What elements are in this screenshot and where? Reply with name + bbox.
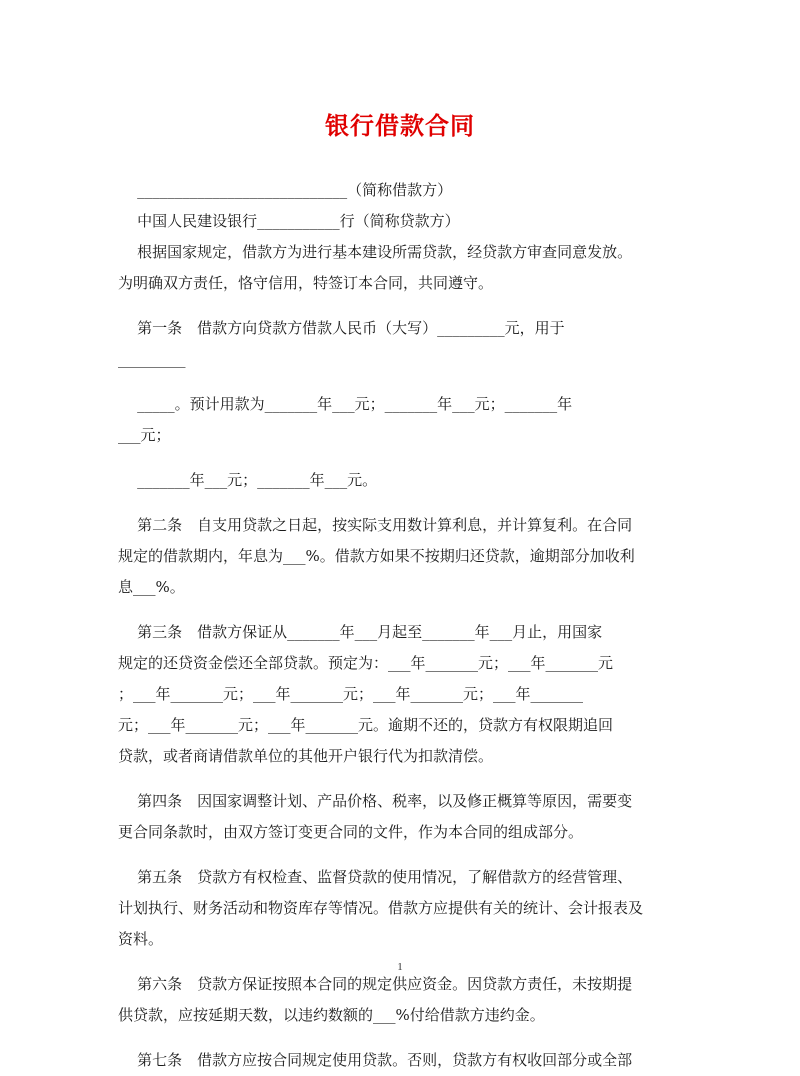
article-5-line-2: 计划执行、财务活动和物资库存等情况。借款方应提供有关的统计、会计报表及: [118, 899, 644, 917]
paragraph-gap: [118, 1031, 680, 1045]
article-4-line-1: 第四条 因国家调整计划、产品价格、税率，以及修正概算等原因，需要变: [118, 792, 633, 810]
preamble-line-2: 为明确双方责任，恪守信用，特签订本合同，共同遵守。: [118, 274, 494, 292]
article-3-line-5: 贷款，或者商请借款单位的其他开户银行代为扣款清偿。: [118, 747, 494, 765]
paragraph-gap: [118, 375, 680, 389]
article-5-line-1: 第五条 贷款方有权检查、监督贷款的使用情况，了解借款方的经营管理、: [118, 868, 633, 886]
contract-body: [118, 175, 680, 1076]
article-2-line-1: 第二条 自支用贷款之日起，按实际支用数计算利息，并计算复利。在合同: [118, 516, 633, 534]
article-2-line-2: 规定的借款期内，年息为___%。借款方如果不按期归还贷款，逾期部分加收利: [118, 547, 635, 565]
paragraph-gap: [118, 772, 680, 786]
article-6-line-1: 第六条 贷款方保证按照本合同的规定供应资金。因贷款方责任，未按期提: [118, 975, 633, 993]
document-title: 银行借款合同: [325, 112, 475, 140]
article-6-line-2: 供贷款，应按延期天数，以违约数额的___%付给借款方违约金。: [118, 1006, 545, 1024]
paragraph-gap: [118, 451, 680, 465]
paragraph-gap: [118, 299, 680, 313]
lender-bank-line: 中国人民建设银行___________行（简称贷款方）: [118, 212, 460, 230]
article-1-line-4: ___元；: [118, 426, 171, 444]
page-number: 1: [397, 961, 403, 973]
article-1-line-2: _________: [118, 350, 186, 368]
article-3-line-2: 规定的还贷资金偿还全部贷款。预定为：___年_______元；___年_______元: [118, 654, 614, 672]
article-5-line-3: 资料。: [118, 930, 164, 948]
article-3-line-1: 第三条 借款方保证从_______年___月起至_______年___月止，用国家: [118, 623, 603, 641]
preamble-line-1: 根据国家规定，借款方为进行基本建设所需贷款，经贷款方审查同意发放。: [118, 243, 633, 261]
paragraph-gap: [118, 603, 680, 617]
article-1-line-1: 第一条 借款方向贷款方借款人民币（大写）_________元，用于: [118, 319, 565, 337]
article-1-line-3: _____。预计用款为_______年___元；_______年___元；_______年: [118, 395, 573, 413]
paragraph-gap: [118, 496, 680, 510]
article-7-line-1: 第七条 借款方应按合同规定使用贷款。否则，贷款方有权收回部分或全部: [118, 1051, 633, 1069]
article-2-line-3: 息___%。: [118, 578, 185, 596]
article-3-line-4: 元；___年_______元；___年_______元。逾期不还的，贷款方有权限期追回: [118, 716, 614, 734]
article-3-line-3: ；___年_______元；___年_______元；___年_______元；___年_______: [118, 685, 584, 703]
paragraph-gap: [118, 848, 680, 862]
article-4-line-2: 更合同条款时，由双方签订变更合同的文件，作为本合同的组成部分。: [118, 823, 584, 841]
article-1-line-5: _______年___元；_______年___元。: [118, 471, 378, 489]
blank-borrower-line: ____________________________（简称借款方）: [118, 181, 453, 199]
